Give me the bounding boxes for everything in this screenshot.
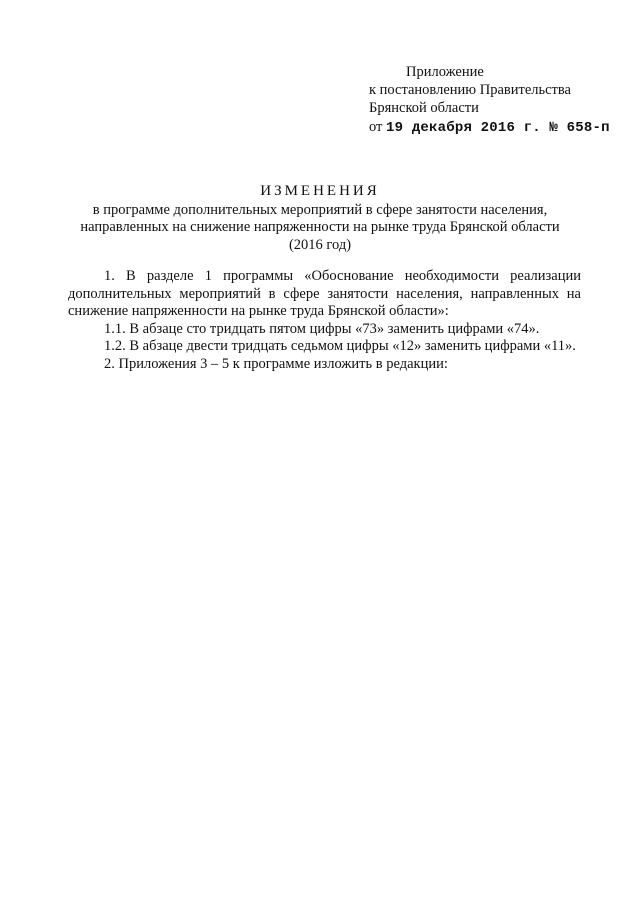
appendix-region: Брянской области bbox=[369, 100, 479, 116]
document-subtitle-line-1: в программе дополнительных мероприятий в сфере занятости населения, bbox=[92, 201, 548, 218]
document-body bbox=[68, 268, 581, 373]
paragraph-item-1-2: 1.2. В абзаце двести тридцать седьмом цифры «12» заменить цифрами «11». bbox=[104, 338, 576, 354]
appendix-date-line bbox=[369, 118, 609, 137]
paragraph-item-2: 2. Приложения 3 – 5 к программе изложить в редакции: bbox=[104, 355, 448, 372]
appendix-reference: к постановлению Правительства bbox=[369, 82, 571, 98]
document-title-block bbox=[0, 183, 640, 254]
document-subtitle-line-3: (2016 год) bbox=[288, 236, 352, 253]
appendix-title: Приложение bbox=[406, 64, 484, 80]
paragraph-item-1: 1. В разделе 1 программы «Обоснование необходимости реализации дополнительных мероприятий в сфере занятости населения, направленных на снижение напряженности на рынке труда Брянской области»: bbox=[68, 268, 581, 319]
document-subtitle-line-2: направленных на снижение напряженности на рынке труда Брянской области bbox=[80, 219, 560, 235]
paragraph-item-1-1: 1.1. В абзаце сто тридцать пятом цифры «73» заменить цифрами «74». bbox=[104, 320, 540, 337]
document-heading: ИЗМЕНЕНИЯ bbox=[260, 183, 380, 199]
appendix-block bbox=[369, 63, 609, 137]
appendix-date-number: 19 декабря 2016 г. № 658-п bbox=[386, 120, 610, 136]
appendix-date-prefix: от bbox=[369, 119, 387, 135]
